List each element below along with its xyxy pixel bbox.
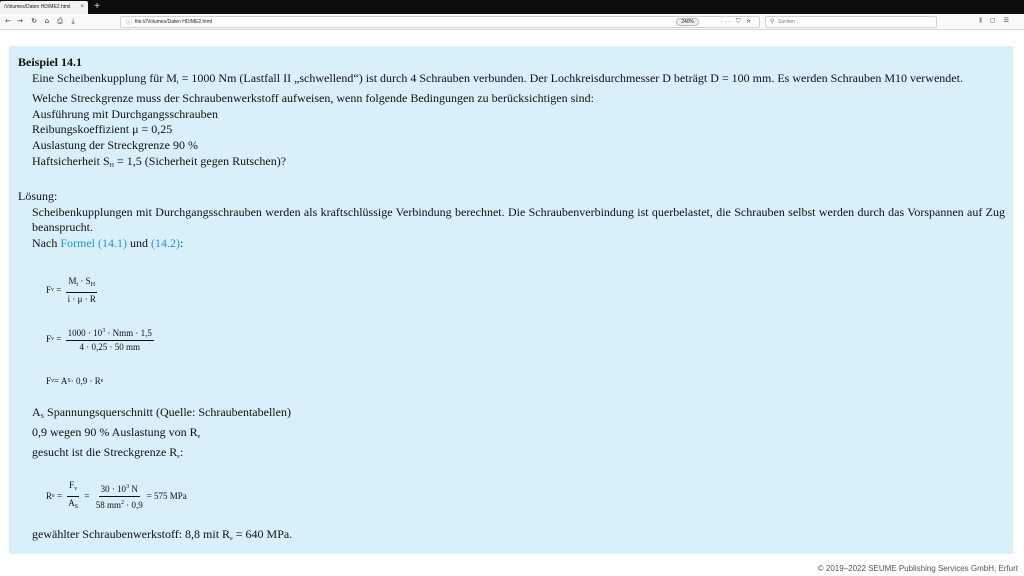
example-text [18,55,1005,252]
toolbar-right-icons[interactable]: ⫼ ▢ ☰ [979,17,1012,24]
reload-icon[interactable]: ↻ [31,17,37,25]
search-input[interactable] [765,16,937,28]
condition-item: Haftsicherheit $S_H = 1,5$ (Sicherheit gegen Rutschen)? [32,153,287,169]
condition-item: Ausführung mit Durchgangsschrauben [32,106,218,121]
task-paragraph: Eine Scheibenkupplung für $M_t = 1000$ Nm (Lastfall II „schwellend“) ist durch 4 Schrauben verbunden. Der Lochkreisdurchmesser D beträgt D = 100 mm. Es werden Schrauben M10 verwendet. [32,70,963,86]
copyright-footer: © 2019–2022 SEUME Publishing Services GmbH, Erfurt [817,564,1018,573]
condition-item: Reibungskoeffizient μ = 0,25 [32,122,173,137]
browser-tab[interactable] [0,1,88,14]
sought-explanation: gesucht ist die Streckgrenze $R_e$: [32,445,184,460]
close-icon[interactable]: × [80,4,84,10]
equation-1: F v = $\frac{M_t \cdot S_H}{i \cdot \mu \cdot R}$ [46,276,96,304]
as-explanation: $A_S$ Spannungsquerschnitt (Quelle: Schraubentabellen) [32,405,291,420]
factor-explanation: 0,9 wegen 90 % Auslastung von $R_e$ [32,425,201,440]
zoom-indicator[interactable]: 240% [676,18,699,26]
equation-4: R e = $\frac{F_v}{A_S}$ = $\frac{30 \cdot 10^3 N}{58 mm^2 \cdot 0,9}$ = 575 MPa [46,480,187,510]
print-icon[interactable]: ⎙ [57,17,63,25]
tab-bar [0,0,1024,14]
question-paragraph: Welche Streckgrenze muss der Schraubenwerkstoff aufweisen, wenn folgende Bedingungen zu berücksichtigen sind: [32,91,594,106]
back-icon[interactable]: ← [5,17,11,25]
search-placeholder: Suchen [778,19,795,25]
solution-label: Lösung: [18,189,58,204]
info-icon[interactable]: ⓘ [126,20,133,26]
formula-reference: Nach Formel (14.1) und (14.2): [32,235,184,250]
home-icon[interactable]: ⌂ [44,17,50,25]
tab-title: /Volumes/Daten HD/ME2.html [4,4,71,10]
final-answer: gewählter Schraubenwerkstoff: 8,8 mit $R_e = 640$ MPa. [32,527,293,542]
formula-link-14-2[interactable]: (14.2) [150,235,180,250]
forward-icon[interactable]: → [17,17,23,25]
url-text: file:///Volumes/Daten HD/ME2.html [135,19,212,25]
new-tab-button[interactable]: + [94,1,100,12]
address-bar[interactable] [120,16,760,28]
page-actions-icons[interactable]: ··· ⛉ ☆ [720,19,753,25]
condition-item: Auslastung der Streckgrenze 90 % [32,137,198,152]
example-title: Beispiel 14.1 [18,55,83,69]
equation-2: F v = $\frac{1000 \cdot 10^3 \cdot Nmm \cdot 1,5}{4 \cdot 0,25 \cdot 50 mm}$ [46,328,152,352]
search-icon: ⚲ [770,19,775,25]
equation-3: F v = A S · 0,9 · R e [46,376,104,386]
download-icon[interactable]: ⤓ [71,17,75,25]
solution-paragraph: Scheibenkupplungen mit Durchgangsschrauben werden als kraftschlüssige Verbindung berechnet. Die Schraubenverbindung ist querbelastet, die Schrauben selbst werden durch das Vorspannen auf Zug beansprucht. [32,204,1005,235]
navigation-toolbar [0,14,1024,30]
formula-link-14-1[interactable]: Formel (14.1) [60,235,127,250]
